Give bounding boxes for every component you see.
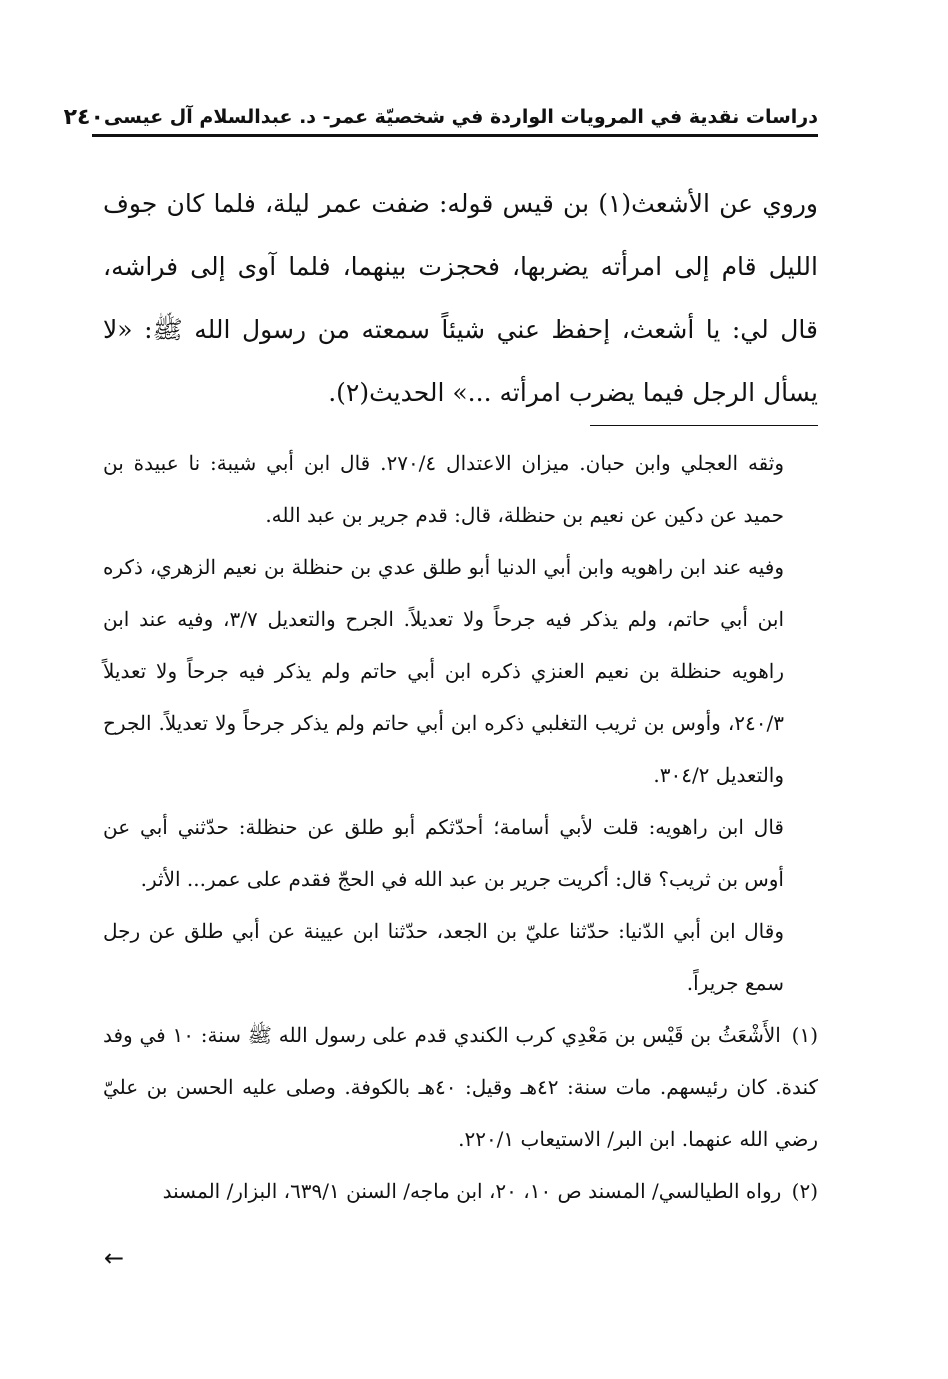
continued-note-paragraph: قال ابن راهويه: قلت لأبي أسامة؛ أحدّثكم أبو طلق عن حنظلة: حدّثني أبي عن أوس بن ثريب؟ قال: أكريت جرير بن عبد الله في الحجّ فقدم على عمر... الأثر. xyxy=(103,815,784,891)
footnote-text: الأَشْعَثُ بن قَيْس بن مَعْدِي كرب الكندي قدم على رسول الله ﷺ سنة: ١٠ في وفد كندة. كان رئيسهم. مات سنة: ٤٢هـ وقيل: ٤٠هـ بالكوفة. وصلى عليه الحسن بن عليّ رضي الله عنهما. ابن البر/ الاستيعاب ٢٢٠/١. xyxy=(103,1023,819,1151)
footnote-text: رواه الطيالسي/ المسند ص ١٠، ٢٠، ابن ماجه/ السنن ٦٣٩/١، البزار/ المسند xyxy=(162,1179,782,1203)
running-title: دراسات نقدية في المرويات الواردة في شخصيّة عمر- د. عبدالسلام آل عيسى xyxy=(103,106,818,128)
continuation-arrow-icon: ← xyxy=(104,1244,125,1272)
main-text xyxy=(103,172,818,424)
continued-note-paragraph: وفيه عند ابن راهويه وابن أبي الدنيا أبو طلق عدي بن حنظلة بن نعيم الزهري، ذكره ابن أبي حاتم، ولم يذكر فيه جرحاً ولا تعديلاً. الجرح والتعديل ٣/٧، وفيه عند ابن راهويه حنظلة بن نعيم العنزي ذكره ابن أبي حاتم ولم يذكر فيه جرحاً ولا تعديلاً ٢٤٠/٣، وأوس بن ثريب التغلبي ذكره ابن أبي حاتم ولم يذكر جرحاً ولا تعديلاً. الجرح والتعديل ٣٠٤/٢. xyxy=(103,555,785,787)
footnote-number: (١) xyxy=(791,1023,819,1047)
header-rule xyxy=(92,134,818,137)
footnote-separator xyxy=(590,425,818,426)
continued-note-paragraph: وقال ابن أبي الدّنيا: حدّثنا عليّ بن الجعد، حدّثنا ابن عيينة عن أبي طلق عن رجل سمع جريراً. xyxy=(103,919,784,995)
footnote-2 xyxy=(103,1165,818,1217)
footnotes-section xyxy=(103,437,818,1217)
page-header xyxy=(63,100,818,134)
page-number: ٢٤٠ xyxy=(63,104,104,130)
main-paragraph: وروي عن الأشعث(١) بن قيس قوله: ضفت عمر ليلة، فلما كان جوف الليل قام إلى امرأته يضربها، فحجزت بينهما، فلما آوى إلى فراشه، قال لي: يا أشعث، إحفظ عني شيئاً سمعته من رسول الله ﷺ: «لا يسأل الرجل فيما يضرب امرأته ...» الحديث(٢). xyxy=(103,189,819,407)
footnote-1 xyxy=(103,1009,818,1165)
continued-note-paragraph: وثقه العجلي وابن حبان. ميزان الاعتدال ٢٧٠/٤. قال ابن أبي شيبة: نا عبيدة بن حميد عن دكين عن نعيم بن حنظلة، قال: قدم جرير بن عبد الله. xyxy=(103,451,785,527)
footnote-number: (٢) xyxy=(791,1179,818,1203)
